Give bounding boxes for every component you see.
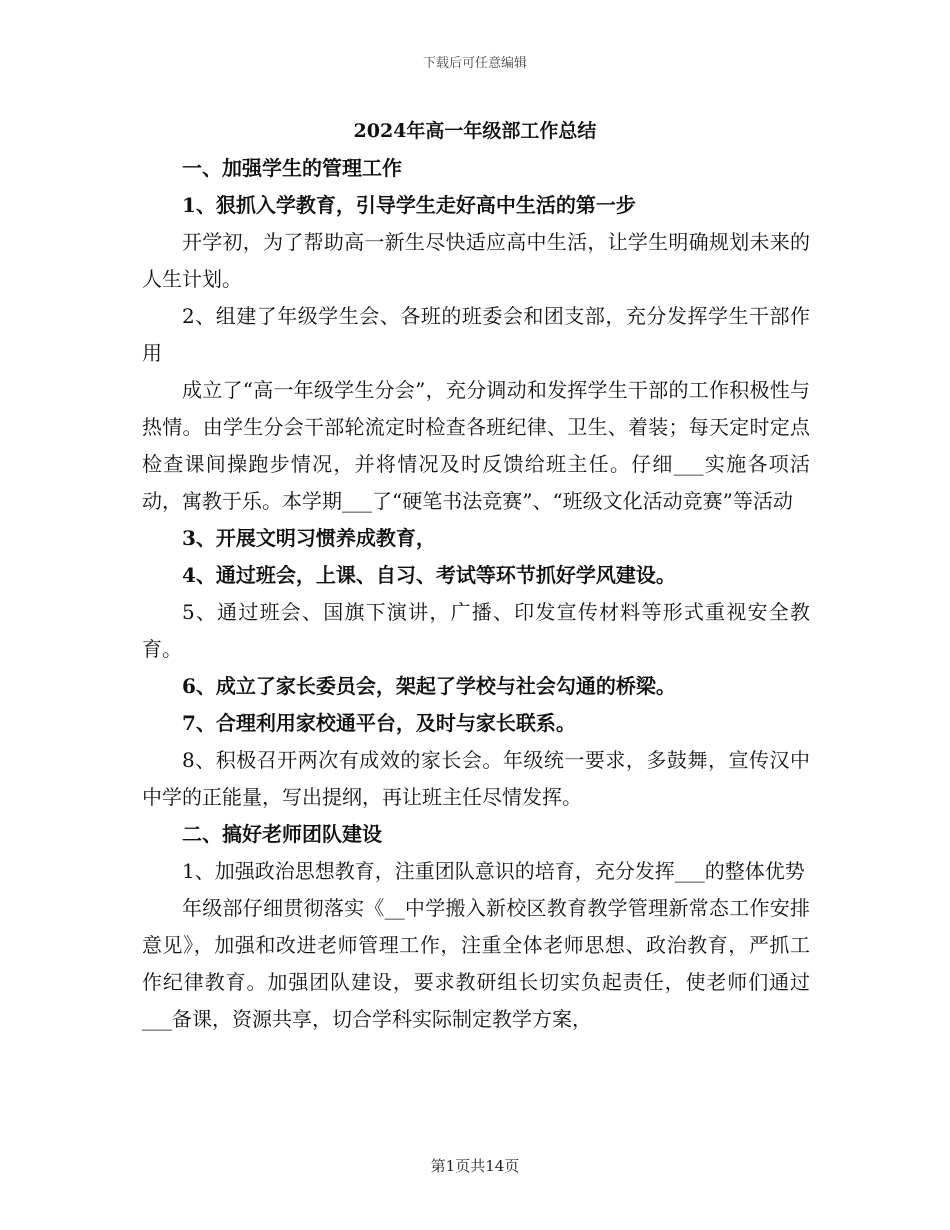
- paragraph: 成立了“高一年级学生分会”，充分调动和发挥学生干部的工作积极性与热情。由学生分会干部轮流定时检查各班纪律、卫生、着装；每天定时定点检查课间操跑步情况，并将情况及时反馈给班主任。仔细___实施各项活动，寓教于乐。本学期___了“硬笔书法竞赛”、“班级文化活动竞赛”等活动: [142, 378, 810, 513]
- paragraph: 8、积极召开两次有成效的家长会。年级统一要求，多鼓舞，宣传汉中中学的正能量，写出提纲，再让班主任尽情发挥。: [142, 748, 810, 809]
- document-title: 2024年高一年级部工作总结: [353, 120, 597, 142]
- paragraph: 5、通过班会、国旗下演讲，广播、印发宣传材料等形式重视安全教育。: [142, 600, 810, 661]
- paragraph: 开学初，为了帮助高一新生尽快适应高中生活，让学生明确规划未来的人生计划。: [142, 230, 810, 291]
- paragraph: 7、合理利用家校通平台，及时与家长联系。: [182, 711, 576, 735]
- paragraph: 3、开展文明习惯养成教育，: [182, 526, 436, 550]
- document-body: [142, 150, 810, 1038]
- paragraph: 1、狠抓入学教育，引导学生走好高中生活的第一步: [182, 193, 636, 217]
- paragraph: 6、成立了家长委员会，架起了学校与社会勾通的桥梁。: [182, 674, 676, 698]
- paragraph: 年级部仔细贯彻落实《__中学搬入新校区教育教学管理新常态工作安排意见》，加强和改进老师管理工作，注重全体老师思想、政治教育，严抓工作纪律教育。加强团队建设，要求教研组长切实负起责任，使老师们通过___备课，资源共享，切合学科实际制定教学方案，: [142, 896, 810, 1031]
- section-heading-2: 二、搞好老师团队建设: [182, 822, 382, 846]
- section-heading-1: 一、加强学生的管理工作: [182, 156, 402, 180]
- page-footer: 第1页共14页: [430, 1157, 520, 1175]
- paragraph: 4、通过班会，上课、自习、考试等环节抓好学风建设。: [182, 563, 676, 587]
- paragraph: 2、组建了年级学生会、各班的班委会和团支部，充分发挥学生干部作用: [142, 304, 810, 365]
- page-header: 下载后可任意编辑: [422, 56, 527, 71]
- paragraph: 1、加强政治思想教育，注重团队意识的培育，充分发挥___的整体优势: [182, 859, 805, 883]
